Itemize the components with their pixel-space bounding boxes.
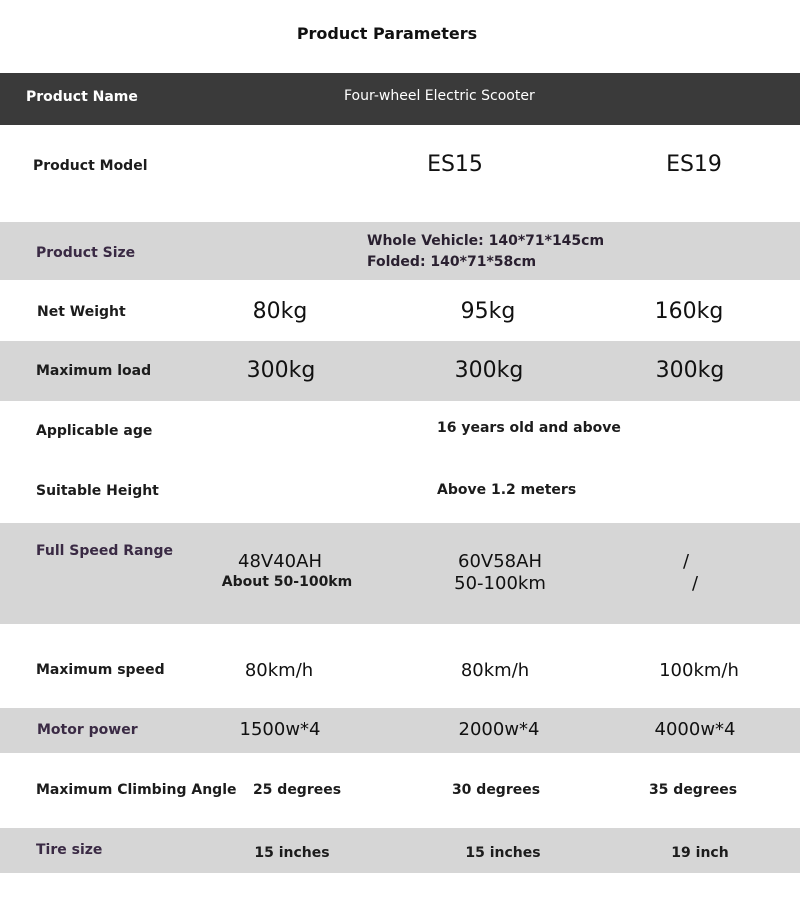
- net-weight-value: 95kg: [460, 299, 516, 324]
- size-whole-vehicle: Whole Vehicle: 140*71*145cm: [367, 233, 605, 249]
- size-folded: Folded: 140*71*58cm: [367, 254, 537, 270]
- page-title: Product Parameters: [296, 24, 478, 43]
- net-weight-label: Net Weight: [37, 304, 126, 320]
- range-es19-battery: 60V58AH: [458, 551, 542, 572]
- applicable-age-value: 16 years old and above: [437, 420, 621, 436]
- net-weight-value: 80kg: [252, 299, 308, 324]
- range-third-battery: /: [682, 551, 690, 572]
- product-model-label: Product Model: [33, 158, 148, 174]
- max-speed-value: 80km/h: [460, 660, 530, 681]
- climbing-angle-value: 30 degrees: [451, 782, 541, 798]
- range-es15-battery: 48V40AH: [238, 551, 322, 572]
- motor-power-value: 4000w*4: [654, 719, 736, 740]
- max-speed-label: Maximum speed: [36, 662, 165, 678]
- tire-size-label: Tire size: [36, 842, 103, 858]
- net-weight-value: 160kg: [654, 299, 724, 324]
- applicable-age-label: Applicable age: [36, 423, 153, 439]
- max-load-value: 300kg: [655, 358, 725, 383]
- climbing-angle-label: Maximum Climbing Angle: [36, 782, 237, 798]
- tire-size-value: 15 inches: [254, 845, 330, 861]
- motor-power-value: 1500w*4: [239, 719, 321, 740]
- climbing-angle-value: 35 degrees: [648, 782, 738, 798]
- max-load-label: Maximum load: [36, 363, 152, 379]
- climbing-angle-value: 25 degrees: [252, 782, 342, 798]
- tire-size-value: 19 inch: [671, 845, 729, 861]
- motor-power-value: 2000w*4: [458, 719, 540, 740]
- product-name-value: Four-wheel Electric Scooter: [344, 88, 535, 104]
- range-band: [0, 523, 800, 624]
- tire-size-value: 15 inches: [465, 845, 541, 861]
- max-speed-value: 80km/h: [244, 660, 314, 681]
- max-speed-value: 100km/h: [659, 660, 739, 681]
- product-name-label: Product Name: [26, 89, 138, 105]
- model-es19: ES19: [666, 152, 722, 177]
- suitable-height-value: Above 1.2 meters: [437, 482, 577, 498]
- range-es15-distance: About 50-100km: [221, 574, 353, 590]
- product-size-label: Product Size: [36, 245, 136, 261]
- max-load-value: 300kg: [246, 358, 316, 383]
- range-es19-distance: 50-100km: [454, 573, 546, 594]
- range-third-distance: /: [691, 573, 699, 594]
- max-load-value: 300kg: [454, 358, 524, 383]
- model-es15: ES15: [427, 152, 483, 177]
- full-speed-range-label: Full Speed Range: [36, 543, 174, 559]
- motor-power-label: Motor power: [37, 722, 138, 738]
- suitable-height-label: Suitable Height: [36, 483, 159, 499]
